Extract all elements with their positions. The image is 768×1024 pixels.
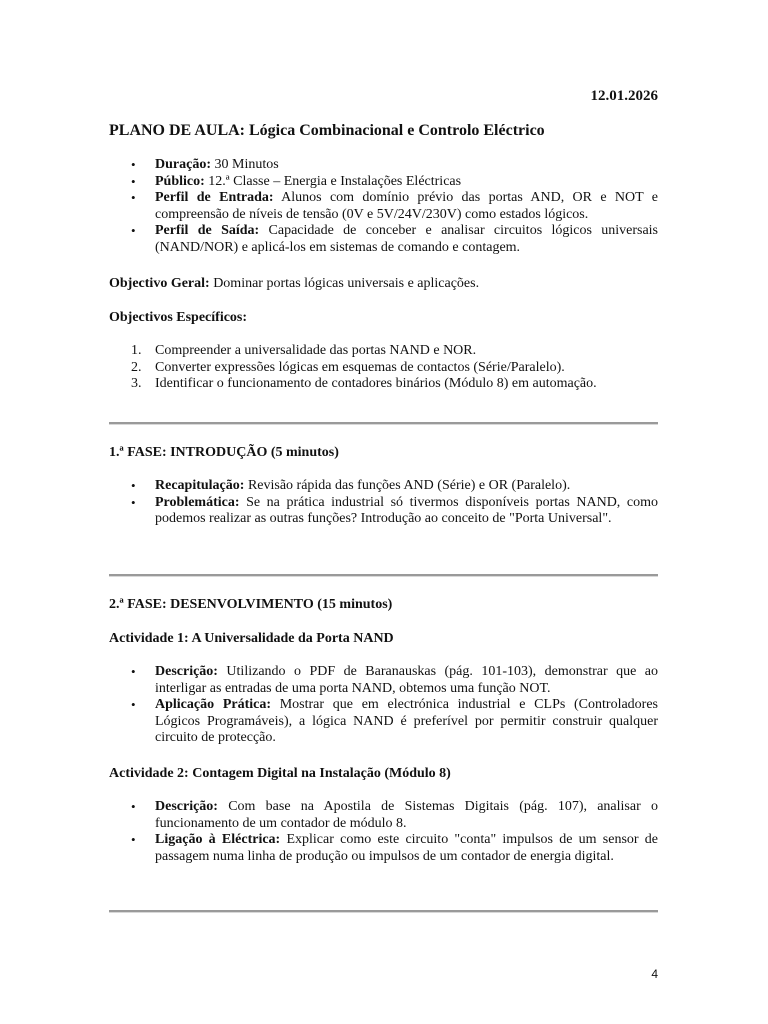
activity2-block (109, 799, 658, 865)
document-date: 12.01.2026 (590, 88, 658, 104)
info-item-entry-profile: • Perfil de Entrada: Alunos com domínio prévio das portas AND, OR e NOT e compreensão de níveis de tensão (0V e 5V/24V/230V) como estados lógicos. (109, 190, 658, 223)
activity1-item-description: • Descrição: Utilizando o PDF de Baranauskas (pág. 101-103), demonstrar que ao interligar as entradas de uma porta NAND, obtemos uma função NOT. (109, 664, 658, 697)
objective-item: 2. Converter expressões lógicas em esquemas de contactos (Série/Paralelo). (131, 359, 565, 375)
info-item-audience: • Público: 12.ª Classe – Energia e Instalações Eléctricas (109, 174, 658, 191)
objective-general: Objectivo Geral: Dominar portas lógicas universais e aplicações. (109, 276, 480, 291)
phase1-list (109, 478, 658, 528)
phase1-item-problem: • Problemática: Se na prática industrial só tivermos disponíveis portas NAND, como podemos realizar as outras funções? Introdução ao conceito de "Porta Universal". (109, 495, 658, 528)
activity1-list (109, 664, 658, 747)
activity1-heading: Actividade 1: A Universalidade da Porta NAND (109, 631, 394, 646)
phase2-heading: 2.ª FASE: DESENVOLVIMENTO (15 minutos) (109, 597, 393, 612)
objective-item: 3. Identificar o funcionamento de contadores binários (Módulo 8) em automação. (131, 376, 597, 391)
activity2-heading: Actividade 2: Contagem Digital na Instalação (Módulo 8) (109, 766, 451, 781)
objective-item: 1. Compreender a universalidade das portas NAND e NOR. (131, 343, 477, 358)
info-list-block (109, 157, 658, 256)
info-list (109, 157, 658, 256)
objectives-specific-block (109, 343, 658, 393)
section-divider (109, 910, 658, 913)
activity2-item-electrical-link: • Ligação à Eléctrica: Explicar como este circuito "conta" impulsos de um sensor de passagem numa linha de produção ou impulsos de um contador de energia digital. (109, 832, 658, 865)
phase1-heading: 1.ª FASE: INTRODUÇÃO (5 minutos) (109, 445, 339, 460)
section-divider (109, 574, 658, 577)
activity2-list (109, 799, 658, 865)
phase1-block (109, 478, 658, 528)
section-divider (109, 422, 658, 425)
objectives-specific-heading: Objectivos Específicos: (109, 310, 248, 325)
info-item-exit-profile: • Perfil de Saída: Capacidade de conceber e analisar circuitos lógicos universais (NAND/NOR) e aplicá-los em sistemas de comando e contagem. (109, 223, 658, 256)
objectives-specific-list (109, 343, 658, 393)
activity1-block (109, 664, 658, 747)
document-title: PLANO DE AULA: Lógica Combinacional e Controlo Eléctrico (109, 122, 545, 139)
activity1-item-practice: • Aplicação Prática: Mostrar que em electrónica industrial e CLPs (Controladores Lógicos Programáveis), a lógica NAND é preferível por permitir construir qualquer circuito de protecção. (109, 697, 658, 747)
page-number: 4 (651, 967, 658, 981)
info-item-duration: • Duração: 30 Minutos (109, 157, 658, 174)
phase1-item-recap: • Recapitulação: Revisão rápida das funções AND (Série) e OR (Paralelo). (109, 478, 658, 495)
activity2-item-description: • Descrição: Com base na Apostila de Sistemas Digitais (pág. 107), analisar o funcionamento de um contador de módulo 8. (109, 799, 658, 832)
